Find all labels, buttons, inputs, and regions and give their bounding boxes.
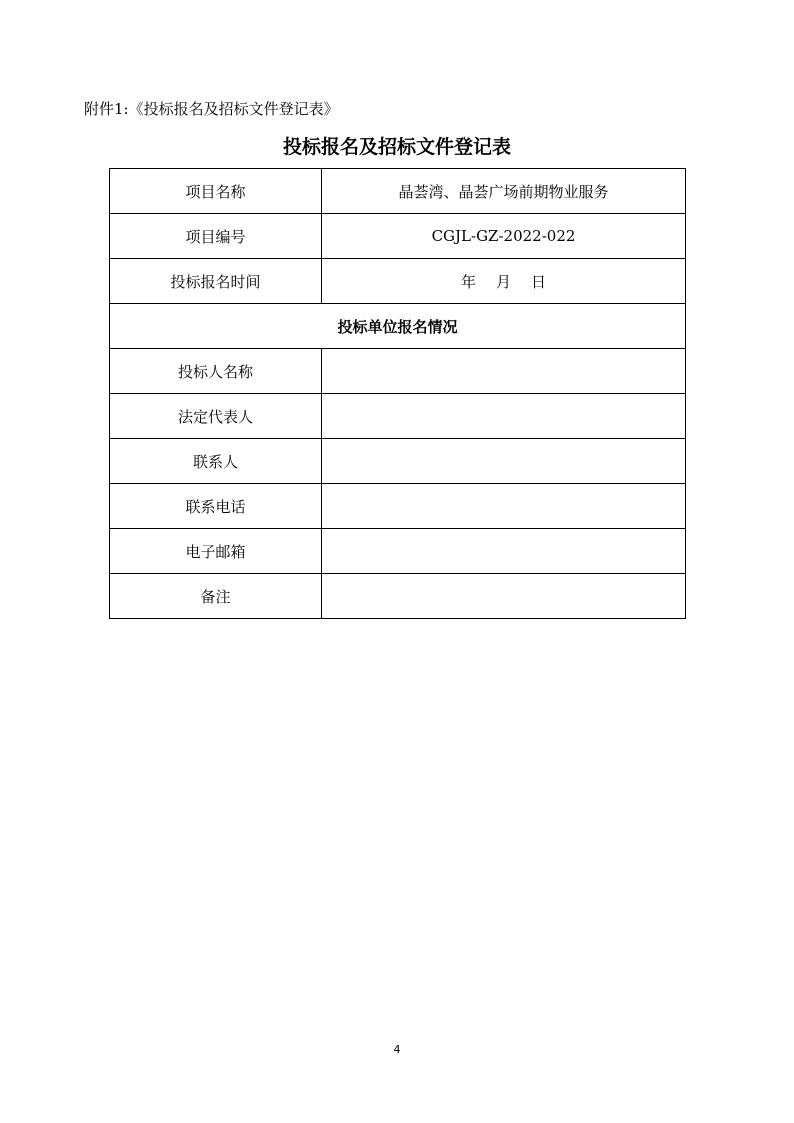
- section-header: 投标单位报名情况: [110, 304, 686, 349]
- table-row-section-header: [110, 304, 686, 349]
- table-row-project-number: [110, 214, 686, 259]
- contact-phone-label: 联系电话: [110, 484, 322, 529]
- table-row-project-name: [110, 169, 686, 214]
- contact-person-label: 联系人: [110, 439, 322, 484]
- project-name-label: 项目名称: [110, 169, 322, 214]
- project-number-label: 项目编号: [110, 214, 322, 259]
- table-row-registration-time: [110, 259, 686, 304]
- registration-time-label: 投标报名时间: [110, 259, 322, 304]
- date-month-label: 月: [495, 272, 511, 291]
- table-row-contact-person: [110, 439, 686, 484]
- table-row-remarks: [110, 574, 686, 619]
- remarks-field[interactable]: [322, 574, 686, 619]
- bidder-name-field[interactable]: [322, 349, 686, 394]
- email-label: 电子邮箱: [110, 529, 322, 574]
- contact-person-field[interactable]: [322, 439, 686, 484]
- page-number: 4: [393, 1043, 401, 1056]
- date-year-label: 年: [460, 272, 476, 291]
- table-row-email: [110, 529, 686, 574]
- date-day-label: 日: [531, 272, 547, 291]
- legal-representative-label: 法定代表人: [110, 394, 322, 439]
- bidder-name-label: 投标人名称: [110, 349, 322, 394]
- table-row-bidder-name: [110, 349, 686, 394]
- table-row-legal-representative: [110, 394, 686, 439]
- project-name-value: 晶荟湾、晶荟广场前期物业服务: [322, 169, 686, 214]
- remarks-label: 备注: [110, 574, 322, 619]
- form-title: 投标报名及招标文件登记表: [282, 136, 511, 158]
- email-field[interactable]: [322, 529, 686, 574]
- contact-phone-field[interactable]: [322, 484, 686, 529]
- registration-table: [109, 168, 686, 619]
- attachment-label: 附件1:《投标报名及招标文件登记表》: [84, 100, 339, 118]
- project-number-value: CGJL-GZ-2022-022: [322, 214, 686, 259]
- table-row-contact-phone: [110, 484, 686, 529]
- legal-representative-field[interactable]: [322, 394, 686, 439]
- registration-time-value[interactable]: [322, 259, 686, 304]
